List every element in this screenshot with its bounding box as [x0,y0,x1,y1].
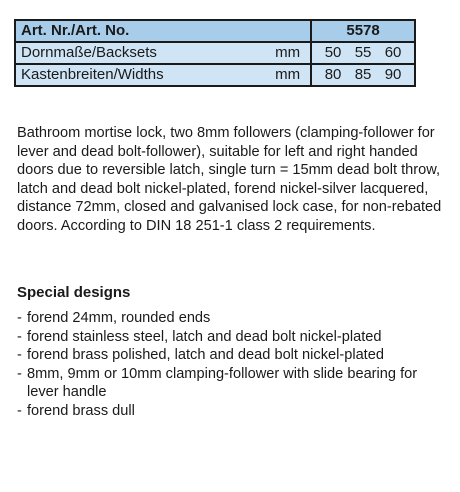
dash-bullet: - [17,310,22,326]
backsets-row [15,42,415,64]
spec-table [14,19,416,87]
widths-unit: mm [275,66,301,83]
list-item [17,346,449,365]
backsets-unit: mm [275,44,301,61]
backsets-label-cell [15,42,311,64]
article-number-label-cell [15,20,311,42]
widths-label-cell [15,64,311,86]
special-design-text: forend 24mm, rounded ends [27,310,211,326]
backsets-value: 55 [354,44,372,61]
widths-value: 85 [354,66,372,83]
widths-value: 80 [324,66,342,83]
special-design-text: forend stainless steel, latch and dead bolt nickel-plated [27,328,382,345]
dash-bullet: - [17,347,22,364]
list-item [17,365,449,402]
dash-bullet: - [17,402,22,419]
dash-bullet: - [17,365,22,382]
backsets-values-cell [311,42,415,64]
article-number-value: 5578 [346,22,380,39]
backsets-value: 50 [324,44,342,61]
list-item [17,309,449,328]
special-design-text: 8mm, 9mm or 10mm clamping-follower with slide bearing for lever handle [27,365,418,401]
dash-bullet: - [17,328,22,345]
table-header-row [15,20,415,42]
backsets-value: 60 [384,44,402,61]
widths-row [15,64,415,86]
product-description: Bathroom mortise lock, two 8mm followers (clamping-follower for lever and dead bolt-follower), suitable for left and right handed doors due to reversible latch, single turn = 15mm dead bolt throw, latch and dead bolt nickel-plated, forend nickel-silver lacquered, distance 72mm, closed and galvanised lock case, for non-rebated doors. According to DIN 18 251-1 class 2 requirements. [17,125,442,234]
article-number-value-cell [311,20,415,42]
list-item [17,328,449,347]
special-design-text: forend brass dull [27,402,135,419]
backsets-label: Dornmaße/Backsets [21,44,157,61]
widths-values-cell [311,64,415,86]
list-item [17,402,449,421]
special-designs-list [17,309,449,421]
article-number-label: Art. Nr./Art. No. [21,22,130,39]
special-designs-title: Special designs [17,284,131,301]
widths-label: Kastenbreiten/Widths [21,66,164,83]
widths-value: 90 [384,66,402,83]
special-design-text: forend brass polished, latch and dead bolt nickel-plated [27,347,384,364]
